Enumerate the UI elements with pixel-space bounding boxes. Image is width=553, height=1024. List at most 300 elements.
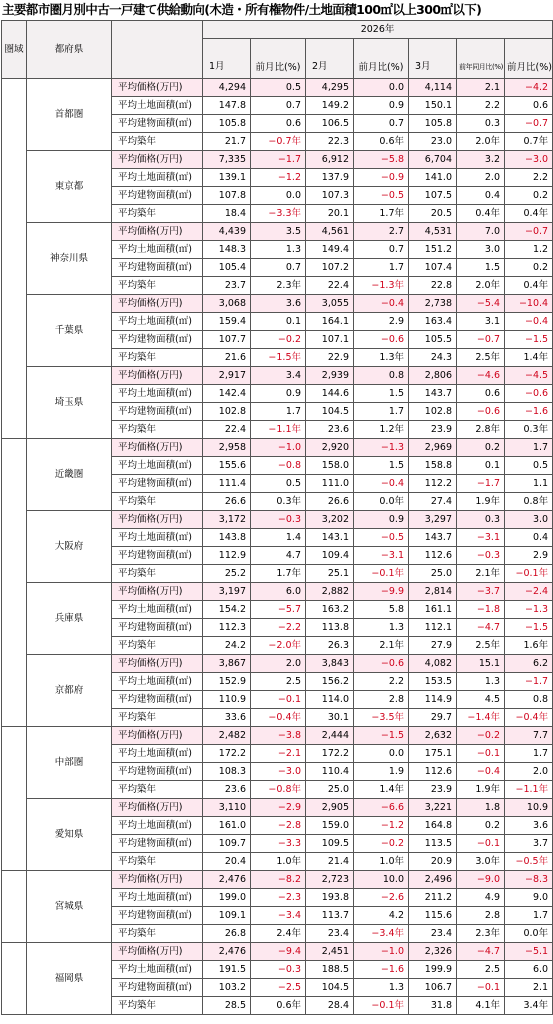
value-cell: 0.1 (457, 457, 505, 475)
value-cell: 23.9 (409, 781, 457, 799)
value-cell: −3.3 (251, 835, 306, 853)
value-cell: 1.4年 (505, 349, 553, 367)
value-cell: 3.7 (505, 835, 553, 853)
metric-label: 平均建物面積(㎡) (112, 331, 203, 349)
value-cell: 4,082 (409, 655, 457, 673)
value-cell: 3.0年 (457, 853, 505, 871)
table-row (2, 223, 553, 241)
supply-table (1, 20, 553, 1015)
value-cell: −0.4年 (251, 709, 306, 727)
value-cell: −1.3 (505, 601, 553, 619)
value-cell: 1.6年 (505, 637, 553, 655)
value-cell: 2.0 (505, 763, 553, 781)
value-cell: 23.0 (409, 133, 457, 151)
value-cell: 23.4 (306, 925, 354, 943)
value-cell: 102.8 (409, 403, 457, 421)
value-cell: 3,297 (409, 511, 457, 529)
value-cell: 2.5年 (457, 637, 505, 655)
page-title: 主要都市圏月別中古一戸建て供給動向(木造・所有権物件/土地面積100㎡以上300㎡以下) (2, 2, 482, 17)
value-cell: −1.5年 (251, 349, 306, 367)
value-cell: 3,055 (306, 295, 354, 313)
value-cell: 0.6 (457, 385, 505, 403)
metric-label: 平均価格(万円) (112, 223, 203, 241)
value-cell: 2.1 (457, 79, 505, 97)
value-cell: −0.4 (457, 763, 505, 781)
value-cell: 1.7 (505, 907, 553, 925)
value-cell: −0.3 (457, 547, 505, 565)
table-row (2, 871, 553, 889)
value-cell: 1.5 (457, 259, 505, 277)
value-cell: 0.3 (457, 511, 505, 529)
value-cell: 3.6 (505, 817, 553, 835)
table-row (2, 151, 553, 169)
value-cell: −10.4 (505, 295, 553, 313)
value-cell: −8.2 (251, 871, 306, 889)
value-cell: 143.7 (409, 529, 457, 547)
value-cell: 4.1年 (457, 997, 505, 1015)
table-row (2, 655, 553, 673)
metric-label: 平均価格(万円) (112, 655, 203, 673)
value-cell: 114.0 (306, 691, 354, 709)
value-cell: 107.7 (203, 331, 251, 349)
value-cell: 1.3年 (354, 349, 409, 367)
value-cell: 4.5 (457, 691, 505, 709)
prefecture-name: 神奈川県 (27, 223, 112, 295)
value-cell: −6.6 (354, 799, 409, 817)
value-cell: 2.0年 (457, 277, 505, 295)
metric-label: 平均土地面積(㎡) (112, 817, 203, 835)
value-cell: 107.2 (306, 259, 354, 277)
value-cell: 4.2 (354, 907, 409, 925)
value-cell: 22.4 (203, 421, 251, 439)
value-cell: 22.8 (409, 277, 457, 295)
value-cell: 1.3 (354, 979, 409, 997)
value-cell: 159.4 (203, 313, 251, 331)
value-cell: −4.6 (457, 367, 505, 385)
value-cell: 3.1 (457, 313, 505, 331)
value-cell: 4.9 (457, 889, 505, 907)
table-row (2, 583, 553, 601)
value-cell: 22.3 (306, 133, 354, 151)
value-cell: −1.0 (251, 439, 306, 457)
metric-label: 平均土地面積(㎡) (112, 385, 203, 403)
value-cell: 1.7 (505, 439, 553, 457)
value-cell: 107.4 (409, 259, 457, 277)
value-cell: 114.9 (409, 691, 457, 709)
value-cell: 6,912 (306, 151, 354, 169)
metric-label: 平均建物面積(㎡) (112, 259, 203, 277)
value-cell: 1.1 (505, 475, 553, 493)
value-cell: −0.7 (505, 115, 553, 133)
metric-label: 平均建物面積(㎡) (112, 547, 203, 565)
value-cell: 26.8 (203, 925, 251, 943)
value-cell: 193.8 (306, 889, 354, 907)
year-header: 2026年 (203, 21, 553, 39)
value-cell: 7.0 (457, 223, 505, 241)
value-cell: 137.9 (306, 169, 354, 187)
value-cell: 30.1 (306, 709, 354, 727)
value-cell: 10.9 (505, 799, 553, 817)
value-cell: 23.4 (409, 925, 457, 943)
value-cell: 4,561 (306, 223, 354, 241)
value-cell: 26.6 (306, 493, 354, 511)
value-cell: 1.0年 (354, 853, 409, 871)
value-cell: −1.1年 (251, 421, 306, 439)
value-cell: 2,496 (409, 871, 457, 889)
metric-label: 平均土地面積(㎡) (112, 313, 203, 331)
value-cell: 1.7年 (354, 205, 409, 223)
value-cell: 1.7 (505, 745, 553, 763)
metric-label: 平均築年 (112, 637, 203, 655)
value-cell: −0.4年 (505, 709, 553, 727)
metric-label: 平均建物面積(㎡) (112, 691, 203, 709)
value-cell: −2.1 (251, 745, 306, 763)
metric-label: 平均築年 (112, 421, 203, 439)
value-cell: −0.8年 (251, 781, 306, 799)
value-cell: 2.1 (505, 979, 553, 997)
value-cell: 1.7年 (251, 565, 306, 583)
value-cell: 0.0 (354, 745, 409, 763)
value-cell: 27.9 (409, 637, 457, 655)
value-cell: 2.2 (457, 97, 505, 115)
value-cell: −4.7 (457, 943, 505, 961)
value-cell: 110.4 (306, 763, 354, 781)
value-cell: 161.1 (409, 601, 457, 619)
value-cell: 2.1年 (457, 565, 505, 583)
value-cell: 161.0 (203, 817, 251, 835)
value-cell: 3,197 (203, 583, 251, 601)
value-cell: −1.1年 (505, 781, 553, 799)
metric-label: 平均価格(万円) (112, 871, 203, 889)
value-cell: 2.5 (251, 673, 306, 691)
metric-label: 平均価格(万円) (112, 295, 203, 313)
metric-label: 平均価格(万円) (112, 511, 203, 529)
value-cell: −8.3 (505, 871, 553, 889)
value-cell: 25.0 (306, 781, 354, 799)
value-cell: 3,221 (409, 799, 457, 817)
value-cell: 143.7 (409, 385, 457, 403)
value-cell: 2,476 (203, 871, 251, 889)
value-cell: 144.6 (306, 385, 354, 403)
value-cell: 3.5 (251, 223, 306, 241)
value-cell: 2.3年 (457, 925, 505, 943)
value-cell: −3.4 (251, 907, 306, 925)
value-cell: 3,110 (203, 799, 251, 817)
value-cell: 3,843 (306, 655, 354, 673)
value-cell: 0.1 (251, 313, 306, 331)
value-cell: 153.5 (409, 673, 457, 691)
value-cell: 3,172 (203, 511, 251, 529)
value-cell: 23.7 (203, 277, 251, 295)
value-cell: 26.3 (306, 637, 354, 655)
value-cell: −1.5 (505, 619, 553, 637)
value-cell: 2,723 (306, 871, 354, 889)
metric-label: 平均土地面積(㎡) (112, 169, 203, 187)
metric-label: 平均築年 (112, 997, 203, 1015)
value-cell: 107.3 (306, 187, 354, 205)
value-cell: −0.7 (457, 331, 505, 349)
value-cell: 106.5 (306, 115, 354, 133)
region-name: 福岡県 (27, 943, 112, 1015)
value-cell: 20.5 (409, 205, 457, 223)
value-cell: −1.6 (354, 961, 409, 979)
value-cell: 107.1 (306, 331, 354, 349)
value-cell: −0.5年 (505, 853, 553, 871)
table-row (2, 79, 553, 97)
prefecture-name: 兵庫県 (27, 583, 112, 655)
value-cell: 2.8 (354, 691, 409, 709)
value-cell: 0.8 (354, 367, 409, 385)
value-cell: 199.0 (203, 889, 251, 907)
value-cell: −1.7 (457, 475, 505, 493)
value-cell: 2.7 (354, 223, 409, 241)
value-cell: 111.0 (306, 475, 354, 493)
month-1-header: 1月 (203, 39, 251, 79)
value-cell: 0.0 (251, 187, 306, 205)
value-cell: 103.2 (203, 979, 251, 997)
value-cell: −0.1年 (354, 565, 409, 583)
value-cell: −0.6 (505, 385, 553, 403)
value-cell: 22.4 (306, 277, 354, 295)
value-cell: −3.3年 (251, 205, 306, 223)
value-cell: −0.3 (251, 511, 306, 529)
value-cell: −5.7 (251, 601, 306, 619)
value-cell: −3.0 (251, 763, 306, 781)
mom-1-header: 前月比(%) (251, 39, 306, 79)
value-cell: −1.0 (354, 943, 409, 961)
value-cell: 0.9 (354, 511, 409, 529)
metric-label: 平均建物面積(㎡) (112, 115, 203, 133)
metric-label: 平均建物面積(㎡) (112, 835, 203, 853)
value-cell: −1.6 (505, 403, 553, 421)
value-cell: 199.9 (409, 961, 457, 979)
value-cell: 3,867 (203, 655, 251, 673)
value-cell: 112.6 (409, 763, 457, 781)
value-cell: 147.8 (203, 97, 251, 115)
value-cell: 112.3 (203, 619, 251, 637)
value-cell: 0.2 (457, 439, 505, 457)
value-cell: 2.0 (457, 169, 505, 187)
month-2-header: 2月 (306, 39, 354, 79)
value-cell: 2,939 (306, 367, 354, 385)
metric-label: 平均土地面積(㎡) (112, 673, 203, 691)
metric-label: 平均築年 (112, 133, 203, 151)
metric-label: 平均築年 (112, 493, 203, 511)
value-cell: −2.5 (251, 979, 306, 997)
value-cell: 104.5 (306, 979, 354, 997)
value-cell: 33.6 (203, 709, 251, 727)
value-cell: 2,738 (409, 295, 457, 313)
value-cell: 0.7 (251, 259, 306, 277)
metric-label: 平均築年 (112, 709, 203, 727)
value-cell: −0.6 (354, 655, 409, 673)
mom-2-header: 前月比(%) (354, 39, 409, 79)
value-cell: 3,068 (203, 295, 251, 313)
value-cell: 112.6 (409, 547, 457, 565)
value-cell: −2.9 (251, 799, 306, 817)
value-cell: 1.8 (457, 799, 505, 817)
value-cell: 0.9 (251, 385, 306, 403)
value-cell: 20.1 (306, 205, 354, 223)
metric-label: 平均価格(万円) (112, 943, 203, 961)
value-cell: 26.6 (203, 493, 251, 511)
value-cell: 2,958 (203, 439, 251, 457)
region-cell (2, 439, 27, 727)
value-cell: −0.4 (505, 313, 553, 331)
value-cell: −1.7 (251, 151, 306, 169)
value-cell: 0.4 (457, 187, 505, 205)
value-cell: 2,905 (306, 799, 354, 817)
metric-label: 平均土地面積(㎡) (112, 889, 203, 907)
value-cell: 2.2 (354, 673, 409, 691)
metric-label: 平均価格(万円) (112, 151, 203, 169)
value-cell: −0.1 (457, 835, 505, 853)
value-cell: −4.5 (505, 367, 553, 385)
value-cell: 150.1 (409, 97, 457, 115)
value-cell: 172.2 (203, 745, 251, 763)
value-cell: 107.5 (409, 187, 457, 205)
metric-label: 平均土地面積(㎡) (112, 457, 203, 475)
region-name: 首都圏 (27, 79, 112, 151)
value-cell: 2,326 (409, 943, 457, 961)
value-cell: 2,476 (203, 943, 251, 961)
value-cell: 25.1 (306, 565, 354, 583)
value-cell: 108.3 (203, 763, 251, 781)
value-cell: 4,295 (306, 79, 354, 97)
value-cell: 23.6 (306, 421, 354, 439)
value-cell: 0.5 (251, 475, 306, 493)
value-cell: 105.8 (203, 115, 251, 133)
metric-label: 平均土地面積(㎡) (112, 529, 203, 547)
value-cell: 0.7 (354, 241, 409, 259)
value-cell: 1.0年 (251, 853, 306, 871)
value-cell: 1.9年 (457, 781, 505, 799)
value-cell: 6.0 (505, 961, 553, 979)
value-cell: 1.7 (251, 403, 306, 421)
value-cell: 2,882 (306, 583, 354, 601)
value-cell: 10.0 (354, 871, 409, 889)
value-cell: 1.9年 (457, 493, 505, 511)
value-cell: 143.8 (203, 529, 251, 547)
value-cell: 0.7 (354, 115, 409, 133)
metric-label: 平均建物面積(㎡) (112, 403, 203, 421)
region-cell (2, 943, 27, 1015)
value-cell: 4,531 (409, 223, 457, 241)
value-cell: −0.1 (457, 745, 505, 763)
value-cell: 172.2 (306, 745, 354, 763)
region-header: 圏域 (2, 21, 27, 79)
value-cell: 0.6年 (251, 997, 306, 1015)
value-cell: 149.2 (306, 97, 354, 115)
value-cell: −0.4 (354, 475, 409, 493)
value-cell: 0.2 (457, 817, 505, 835)
value-cell: 2.0年 (457, 133, 505, 151)
metric-label: 平均土地面積(㎡) (112, 601, 203, 619)
value-cell: 28.4 (306, 997, 354, 1015)
value-cell: 6.0 (251, 583, 306, 601)
metric-label: 平均建物面積(㎡) (112, 187, 203, 205)
table-row (2, 439, 553, 457)
value-cell: −0.1 (251, 691, 306, 709)
value-cell: −0.7 (505, 223, 553, 241)
region-name: 近畿圏 (27, 439, 112, 511)
value-cell: 1.2 (505, 241, 553, 259)
value-cell: −4.2 (505, 79, 553, 97)
value-cell: 2.9 (354, 313, 409, 331)
value-cell: −3.0 (505, 151, 553, 169)
value-cell: 112.9 (203, 547, 251, 565)
value-cell: 2,917 (203, 367, 251, 385)
value-cell: 6.2 (505, 655, 553, 673)
value-cell: 2.5 (457, 961, 505, 979)
prefecture-header: 都府県 (27, 21, 112, 79)
value-cell: 0.6年 (354, 133, 409, 151)
value-cell: −2.6 (354, 889, 409, 907)
value-cell: 109.5 (306, 835, 354, 853)
value-cell: 104.5 (306, 403, 354, 421)
value-cell: 2,451 (306, 943, 354, 961)
value-cell: −5.4 (457, 295, 505, 313)
metric-label: 平均建物面積(㎡) (112, 475, 203, 493)
value-cell: 1.7 (354, 403, 409, 421)
value-cell: 2.5年 (457, 349, 505, 367)
value-cell: 1.5 (354, 385, 409, 403)
value-cell: −0.2 (251, 331, 306, 349)
value-cell: −0.6 (457, 403, 505, 421)
value-cell: 2.8 (457, 907, 505, 925)
value-cell: −0.8 (251, 457, 306, 475)
value-cell: 24.3 (409, 349, 457, 367)
value-cell: 1.4 (251, 529, 306, 547)
metric-label: 平均建物面積(㎡) (112, 763, 203, 781)
value-cell: 149.4 (306, 241, 354, 259)
value-cell: 4.7 (251, 547, 306, 565)
value-cell: 2,444 (306, 727, 354, 745)
value-cell: 23.9 (409, 421, 457, 439)
value-cell: 156.2 (306, 673, 354, 691)
value-cell: −3.1 (457, 529, 505, 547)
value-cell: −2.3 (251, 889, 306, 907)
value-cell: 0.6 (251, 115, 306, 133)
yoy-header: 前年同月比(%) (457, 39, 505, 79)
value-cell: 191.5 (203, 961, 251, 979)
metric-label: 平均建物面積(㎡) (112, 907, 203, 925)
value-cell: 15.1 (457, 655, 505, 673)
region-cell (2, 79, 27, 439)
value-cell: 3.4 (251, 367, 306, 385)
metric-label: 平均築年 (112, 853, 203, 871)
value-cell: 1.3 (251, 241, 306, 259)
metric-label: 平均土地面積(㎡) (112, 745, 203, 763)
prefecture-name: 大阪府 (27, 511, 112, 583)
value-cell: 25.2 (203, 565, 251, 583)
value-cell: 1.5 (354, 457, 409, 475)
value-cell: 0.7年 (505, 133, 553, 151)
region-cell (2, 727, 27, 871)
value-cell: 159.0 (306, 817, 354, 835)
value-cell: 3.0 (505, 511, 553, 529)
value-cell: 109.4 (306, 547, 354, 565)
value-cell: 5.8 (354, 601, 409, 619)
value-cell: 158.0 (306, 457, 354, 475)
value-cell: −4.7 (457, 619, 505, 637)
value-cell: 4,439 (203, 223, 251, 241)
value-cell: −1.5 (354, 727, 409, 745)
value-cell: −9.0 (457, 871, 505, 889)
value-cell: 21.7 (203, 133, 251, 151)
value-cell: 20.9 (409, 853, 457, 871)
value-cell: 3.6 (251, 295, 306, 313)
